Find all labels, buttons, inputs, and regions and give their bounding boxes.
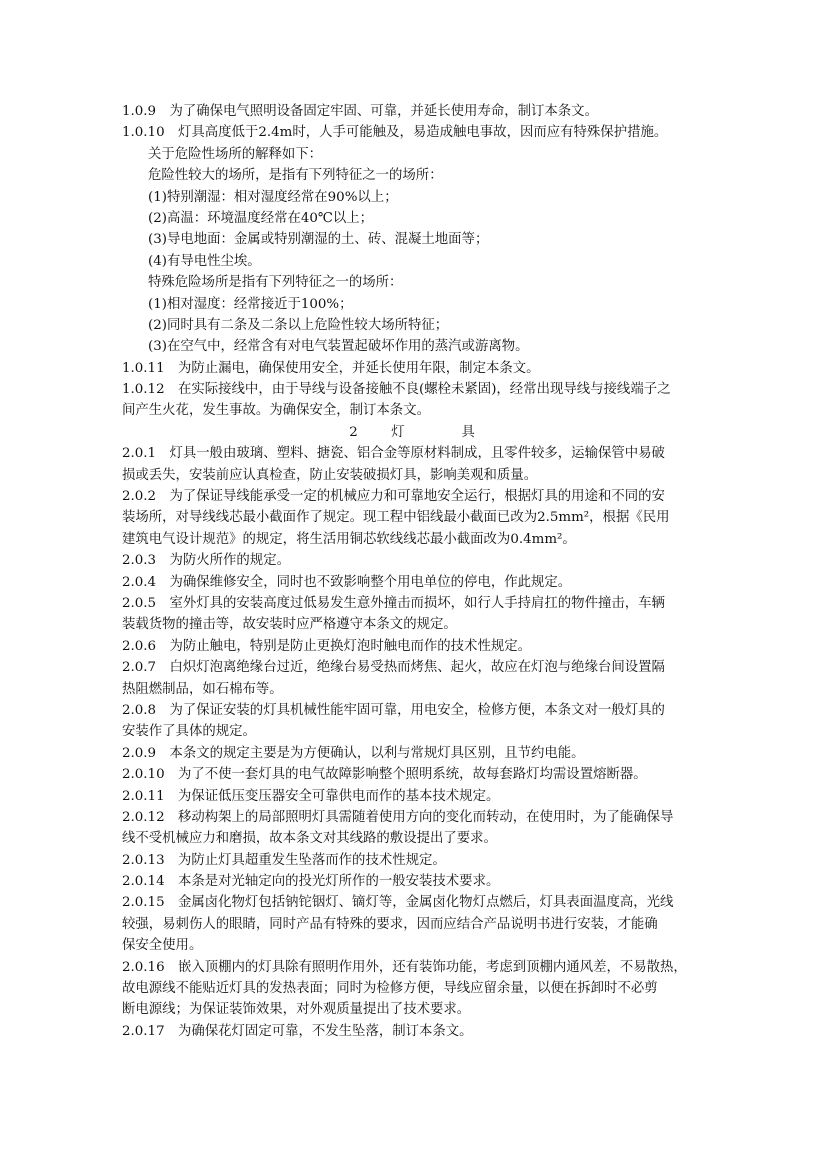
text-line: 1.0.10 灯具高度低于2.4m时，人手可能触及，易造成触电事故，因而应有特殊保护措施。 — [122, 125, 668, 141]
text-line: (4)有导电性尘埃。 — [148, 253, 261, 269]
text-line: 安装作了具体的规定。 — [122, 724, 256, 740]
text-line: 建筑电气设计规范》的规定，将生活用铜芯软线线芯最小截面改为0.4mm²。 — [122, 531, 576, 547]
text-line: 较强，易刺伤人的眼睛，同时产品有特殊的要求，因而应结合产品说明书进行安装，才能确 — [122, 916, 658, 932]
text-line: 2.0.11 为保证低压变压器安全可靠供电而作的基本技术规定。 — [122, 788, 500, 804]
text-line: 1.0.12 在实际接线中，由于导线与设备接触不良(螺栓未紧固)，经常出现导线与接线端子之 — [122, 382, 671, 398]
text-line: 2.0.12 移动构架上的局部照明灯具需随着使用方向的变化而转动，在使用时，为了能确保导 — [122, 809, 674, 825]
text-line: 保安全使用。 — [122, 938, 203, 954]
text-line: (1)特别潮湿：相对湿度经常在90%以上； — [148, 189, 398, 205]
text-line: 2.0.10 为了不使一套灯具的电气故障影响整个照明系统，故每套路灯均需设置熔断器。 — [122, 767, 647, 783]
text-line: 间产生火花，发生事故。为确保安全，制订本条文。 — [122, 403, 430, 419]
text-line: 断电源线；为保证装饰效果，对外观质量提出了技术要求。 — [122, 1002, 471, 1018]
text-line: (2)同时具有二条及二条以上危险性较大场所特征； — [148, 317, 449, 333]
document-page — [122, 101, 712, 1042]
text-line: 热阻燃制品，如石棉布等。 — [122, 681, 283, 697]
text-line: 装场所，对导线线芯最小截面作了规定。现工程中铝线最小截面已改为2.5mm²，根据《民用 — [122, 510, 670, 526]
text-line: 2.0.15 金属卤化物灯包括钠铊铟灯、镝灯等，金属卤化物灯点燃后，灯具表面温度高，光线 — [122, 895, 674, 911]
text-line: 1.0.11 为防止漏电，确保使用安全，并延长使用年限，制定本条文。 — [122, 360, 540, 376]
text-line: 2.0.2 为了保证导线能承受一定的机械应力和可靠地安全运行，根据灯具的用途和不同的安 — [122, 489, 665, 505]
section-heading: 2 灯 具 — [349, 424, 485, 440]
text-line: 2.0.5 室外灯具的安装高度过低易发生意外撞击而损坏，如行人手持肩扛的物件撞击，车辆 — [122, 595, 665, 611]
text-line: 2.0.16 嵌入顶棚内的灯具除有照明作用外，还有装饰功能，考虑到顶棚内通风差，不易散热， — [122, 959, 687, 975]
text-line: 2.0.6 为防止触电，特别是防止更换灯泡时触电而作的技术性规定。 — [122, 638, 532, 654]
text-line: 故电源线不能贴近灯具的发热表面；同时为检修方便，导线应留余量，以便在拆卸时不必剪 — [122, 981, 658, 997]
text-line: 2.0.4 为确保维修安全，同时也不致影响整个用电单位的停电，作此规定。 — [122, 574, 572, 590]
text-line: 2.0.13 为防止灯具超重发生坠落而作的技术性规定。 — [122, 852, 446, 868]
text-line: (3)在空气中，经常含有对电气装置起破坏作用的蒸汽或游离物。 — [148, 339, 529, 355]
text-line: 特殊危险场所是指有下列特征之一的场所： — [148, 275, 403, 291]
text-line: 2.0.8 为了保证安装的灯具机械性能牢固可靠，用电安全，检修方便，本条文对一般灯具的 — [122, 702, 665, 718]
text-line: 2.0.17 为确保花灯固定可靠，不发生坠落，制订本条文。 — [122, 1023, 473, 1039]
text-line: 危险性较大的场所，是指有下列特征之一的场所： — [148, 168, 443, 184]
text-line: 2.0.9 本条文的规定主要是为方便确认，以利与常规灯具区别，且节约电能。 — [122, 745, 585, 761]
text-line: (3)导电地面：金属或特别潮湿的土、砖、混凝土地面等； — [148, 232, 489, 248]
text-line: 关于危险性场所的解释如下： — [148, 146, 323, 162]
text-line: (1)相对湿度：经常接近于100%； — [148, 296, 353, 312]
text-line: 1.0.9 为了确保电气照明设备固定牢固、可靠，并延长使用寿命，制订本条文。 — [122, 104, 598, 119]
text-line: 2.0.14 本条是对光轴定向的投光灯所作的一般安装技术要求。 — [122, 874, 500, 890]
text-line: 2.0.1 灯具一般由玻璃、塑料、搪瓷、铝合金等原材料制成，且零件较多，运输保管中易破 — [122, 446, 665, 462]
text-line: (2)高温：环境温度经常在40℃以上； — [148, 210, 374, 226]
text-line: 2.0.3 为防火所作的规定。 — [122, 553, 290, 569]
text-line: 损或丢失，安装前应认真检查，防止安装破损灯具，影响美观和质量。 — [122, 467, 538, 483]
text-line: 线不受机械应力和磨损，故本条文对其线路的敷设提出了要求。 — [122, 831, 497, 847]
text-line: 装载货物的撞击等，故安装时应严格遵守本条文的规定。 — [122, 617, 457, 633]
text-line: 2.0.7 白炽灯泡离绝缘台过近，绝缘台易受热而烤焦、起火，故应在灯泡与绝缘台间设置隔 — [122, 660, 665, 676]
